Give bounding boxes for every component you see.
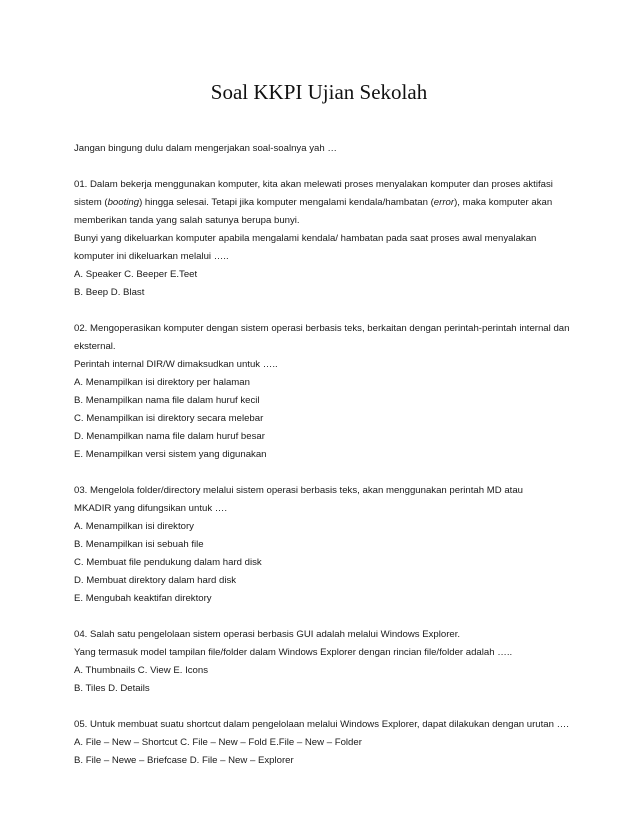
question-02 (74, 320, 574, 464)
question-line: MKADIR yang difungsikan untuk …. (74, 503, 228, 514)
question-line: 03. Mengelola folder/directory melalui sistem operasi berbasis teks, akan menggunakan perintah MD atau (74, 485, 524, 496)
answer-option: B. Beep D. Blast (74, 287, 145, 298)
document-body (74, 140, 574, 770)
answer-option: E. Mengubah keaktifan direktory (74, 593, 212, 604)
spacer (74, 302, 574, 320)
question-line: Bunyi yang dikeluarkan komputer apabila mengalami kendala/ hambatan pada saat proses awal menyalakan (74, 233, 537, 244)
question-line: 05. Untuk membuat suatu shortcut dalam pengelolaan melalui Windows Explorer, dapat dilakukan dengan urutan …. (74, 719, 569, 730)
spacer (74, 464, 574, 482)
answer-option: C. Menampilkan isi direktory secara melebar (74, 413, 264, 424)
spacer (74, 698, 574, 716)
intro-text: Jangan bingung dulu dalam mengerjakan soal-soalnya yah … (74, 143, 337, 154)
answer-option: A. Menampilkan isi direktory (74, 521, 194, 532)
spacer (74, 608, 574, 626)
answer-option: D. Menampilkan nama file dalam huruf besar (74, 431, 265, 442)
question-03 (74, 482, 574, 608)
spacer (74, 158, 574, 176)
answer-option: C. Membuat file pendukung dalam hard disk (74, 557, 262, 568)
answer-option: B. Menampilkan isi sebuah file (74, 539, 204, 550)
answer-option: A. Thumbnails C. View E. Icons (74, 665, 209, 676)
question-line: Yang termasuk model tampilan file/folder dalam Windows Explorer dengan rincian file/folder adalah ….. (74, 647, 513, 658)
answer-option: A. Menampilkan isi direktory per halaman (74, 377, 250, 388)
answer-option: E. Menampilkan versi sistem yang digunakan (74, 449, 267, 460)
question-04 (74, 626, 574, 698)
question-line: komputer ini dikeluarkan melalui ….. (74, 251, 229, 262)
question-line: eksternal. (74, 341, 116, 352)
document-title: Soal KKPI Ujian Sekolah (210, 80, 428, 104)
answer-option: B. File – Newe – Briefcase D. File – New – Explorer (74, 755, 294, 766)
answer-option: A. File – New – Shortcut C. File – New – Fold E.File – New – Folder (74, 737, 362, 748)
answer-option: B. Menampilkan nama file dalam huruf kecil (74, 395, 260, 406)
answer-option: A. Speaker C. Beeper E.Teet (74, 269, 198, 280)
question-01 (74, 176, 574, 302)
question-line: Perintah internal DIR/W dimaksudkan untuk ….. (74, 359, 278, 370)
question-05 (74, 716, 574, 770)
question-line: sistem (booting) hingga selesai. Tetapi jika komputer mengalami kendala/hambatan (error), maka komputer akan (74, 197, 553, 208)
answer-option: D. Membuat direktory dalam hard disk (74, 575, 237, 586)
question-line: 04. Salah satu pengelolaan sistem operasi berbasis GUI adalah melalui Windows Explorer. (74, 629, 461, 640)
answer-option: B. Tiles D. Details (74, 683, 150, 694)
question-line: memberikan tanda yang salah satunya berupa bunyi. (74, 215, 300, 226)
question-line: 02. Mengoperasikan komputer dengan sistem operasi berbasis teks, berkaitan dengan perintah-perintah internal dan (74, 323, 570, 334)
question-line: 01. Dalam bekerja menggunakan komputer, kita akan melewati proses menyalakan komputer dan proses aktifasi (74, 179, 553, 190)
